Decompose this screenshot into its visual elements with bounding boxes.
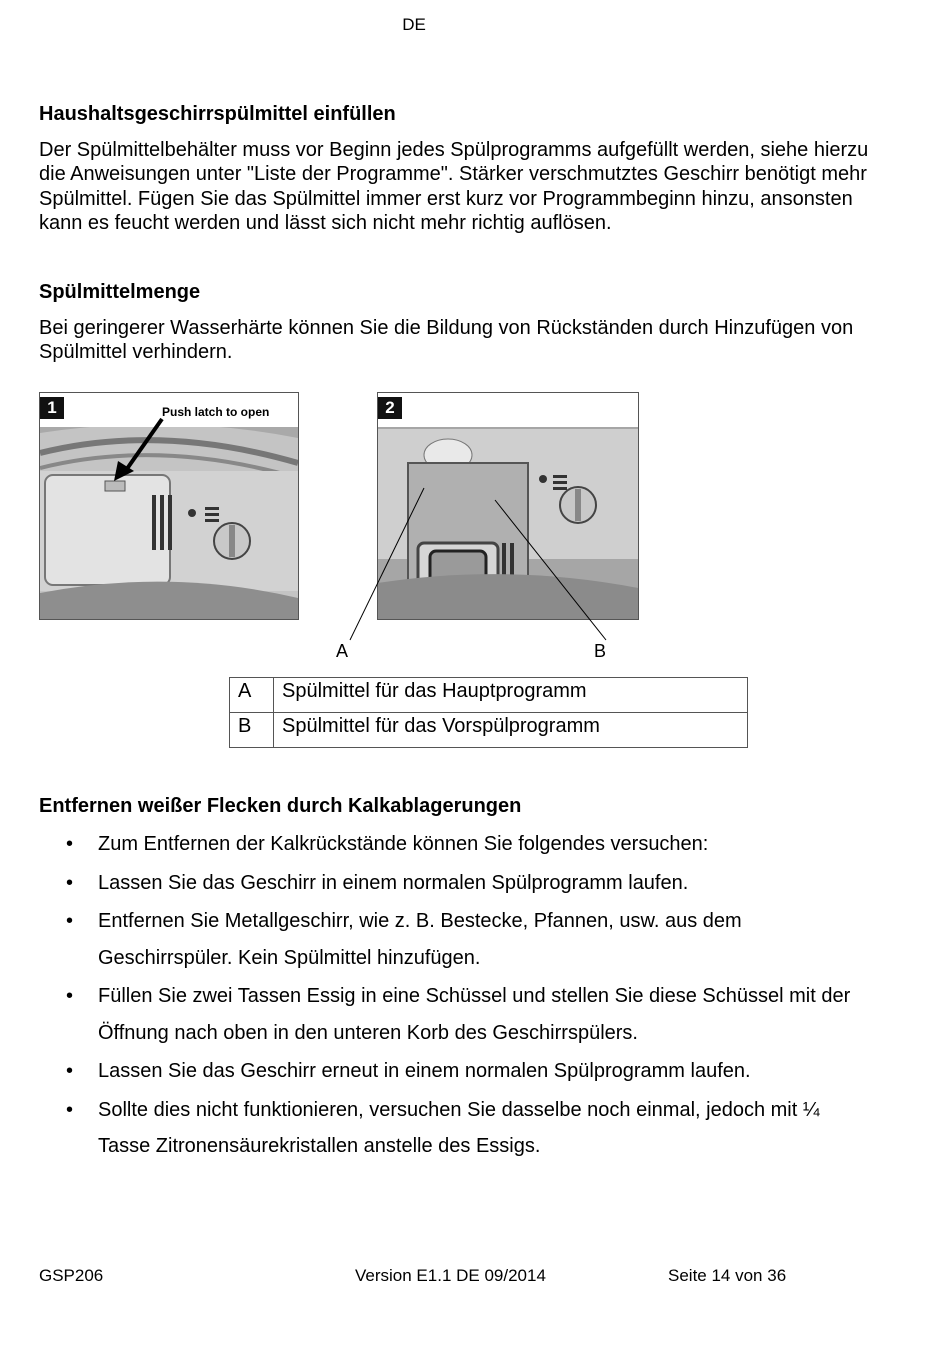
heading-detergent-fill: Haushaltsgeschirrspülmittel einfüllen — [39, 103, 396, 125]
paragraph-detergent-amount: Bei geringerer Wasserhärte können Sie die Bildung von Rückständen durch Hinzufügen von Spülmittel verhindern. — [39, 317, 854, 364]
legend-value: Spülmittel für das Vorspülprogramm — [274, 713, 748, 748]
heading-detergent-amount: Spülmittelmenge — [39, 281, 201, 303]
list-item: • Füllen Sie zwei Tassen Essig in eine Schüssel und stellen Sie diese Schüssel mit der Öffnung nach oben in den unteren Korb des Geschirrspülers. — [39, 978, 869, 1051]
callout-arrow-icon — [110, 415, 170, 485]
footer-page-number: Seite 14 von 36 — [668, 1266, 787, 1285]
panel-1-number: 1 — [40, 397, 64, 419]
table-row — [230, 678, 748, 713]
footer-version: Version E1.1 DE 09/2014 — [355, 1266, 546, 1285]
legend-table — [229, 677, 748, 748]
legend-key: B — [230, 713, 274, 748]
push-latch-callout: Push latch to open — [162, 405, 270, 419]
callout-leader-lines — [340, 480, 620, 645]
table-row — [230, 713, 748, 748]
limescale-bullet-list — [39, 826, 869, 1167]
label-b: B — [594, 641, 607, 661]
legend-value: Spülmittel für das Hauptprogramm — [274, 678, 748, 713]
list-item: • Sollte dies nicht funktionieren, versuchen Sie dasselbe noch einmal, jedoch mit ¼ Tasse Zitronensäurekristallen anstelle des Essigs. — [39, 1092, 869, 1165]
list-item: • Lassen Sie das Geschirr erneut in einem normalen Spülprogramm laufen. — [39, 1053, 869, 1090]
list-item: • Zum Entfernen der Kalkrückstände können Sie folgendes versuchen: — [39, 826, 869, 863]
label-a: A — [336, 641, 349, 661]
figure-panel-1 — [39, 392, 299, 620]
legend-key: A — [230, 678, 274, 713]
list-item: • Lassen Sie das Geschirr in einem normalen Spülprogramm laufen. — [39, 865, 869, 902]
paragraph-detergent-fill: Der Spülmittelbehälter muss vor Beginn jedes Spülprogramms aufgefüllt werden, siehe hierzu die Anweisungen unter "Liste der Programme". Stärker verschmutztes Geschirr benötigt mehr Spülmittel. Fügen Sie das Spülmittel immer erst kurz vor Programmbeginn hinzu, ansonsten kann es feucht werden und lässt sich nicht mehr richtig auflösen. — [39, 139, 869, 235]
header-language: DE — [402, 15, 426, 34]
list-item: • Entfernen Sie Metallgeschirr, wie z. B. Bestecke, Pfannen, usw. aus dem Geschirrspüler. Kein Spülmittel hinzufügen. — [39, 903, 869, 976]
panel-2-number: 2 — [378, 397, 402, 419]
heading-limescale: Entfernen weißer Flecken durch Kalkablagerungen — [39, 795, 522, 817]
footer-model: GSP206 — [39, 1266, 104, 1285]
